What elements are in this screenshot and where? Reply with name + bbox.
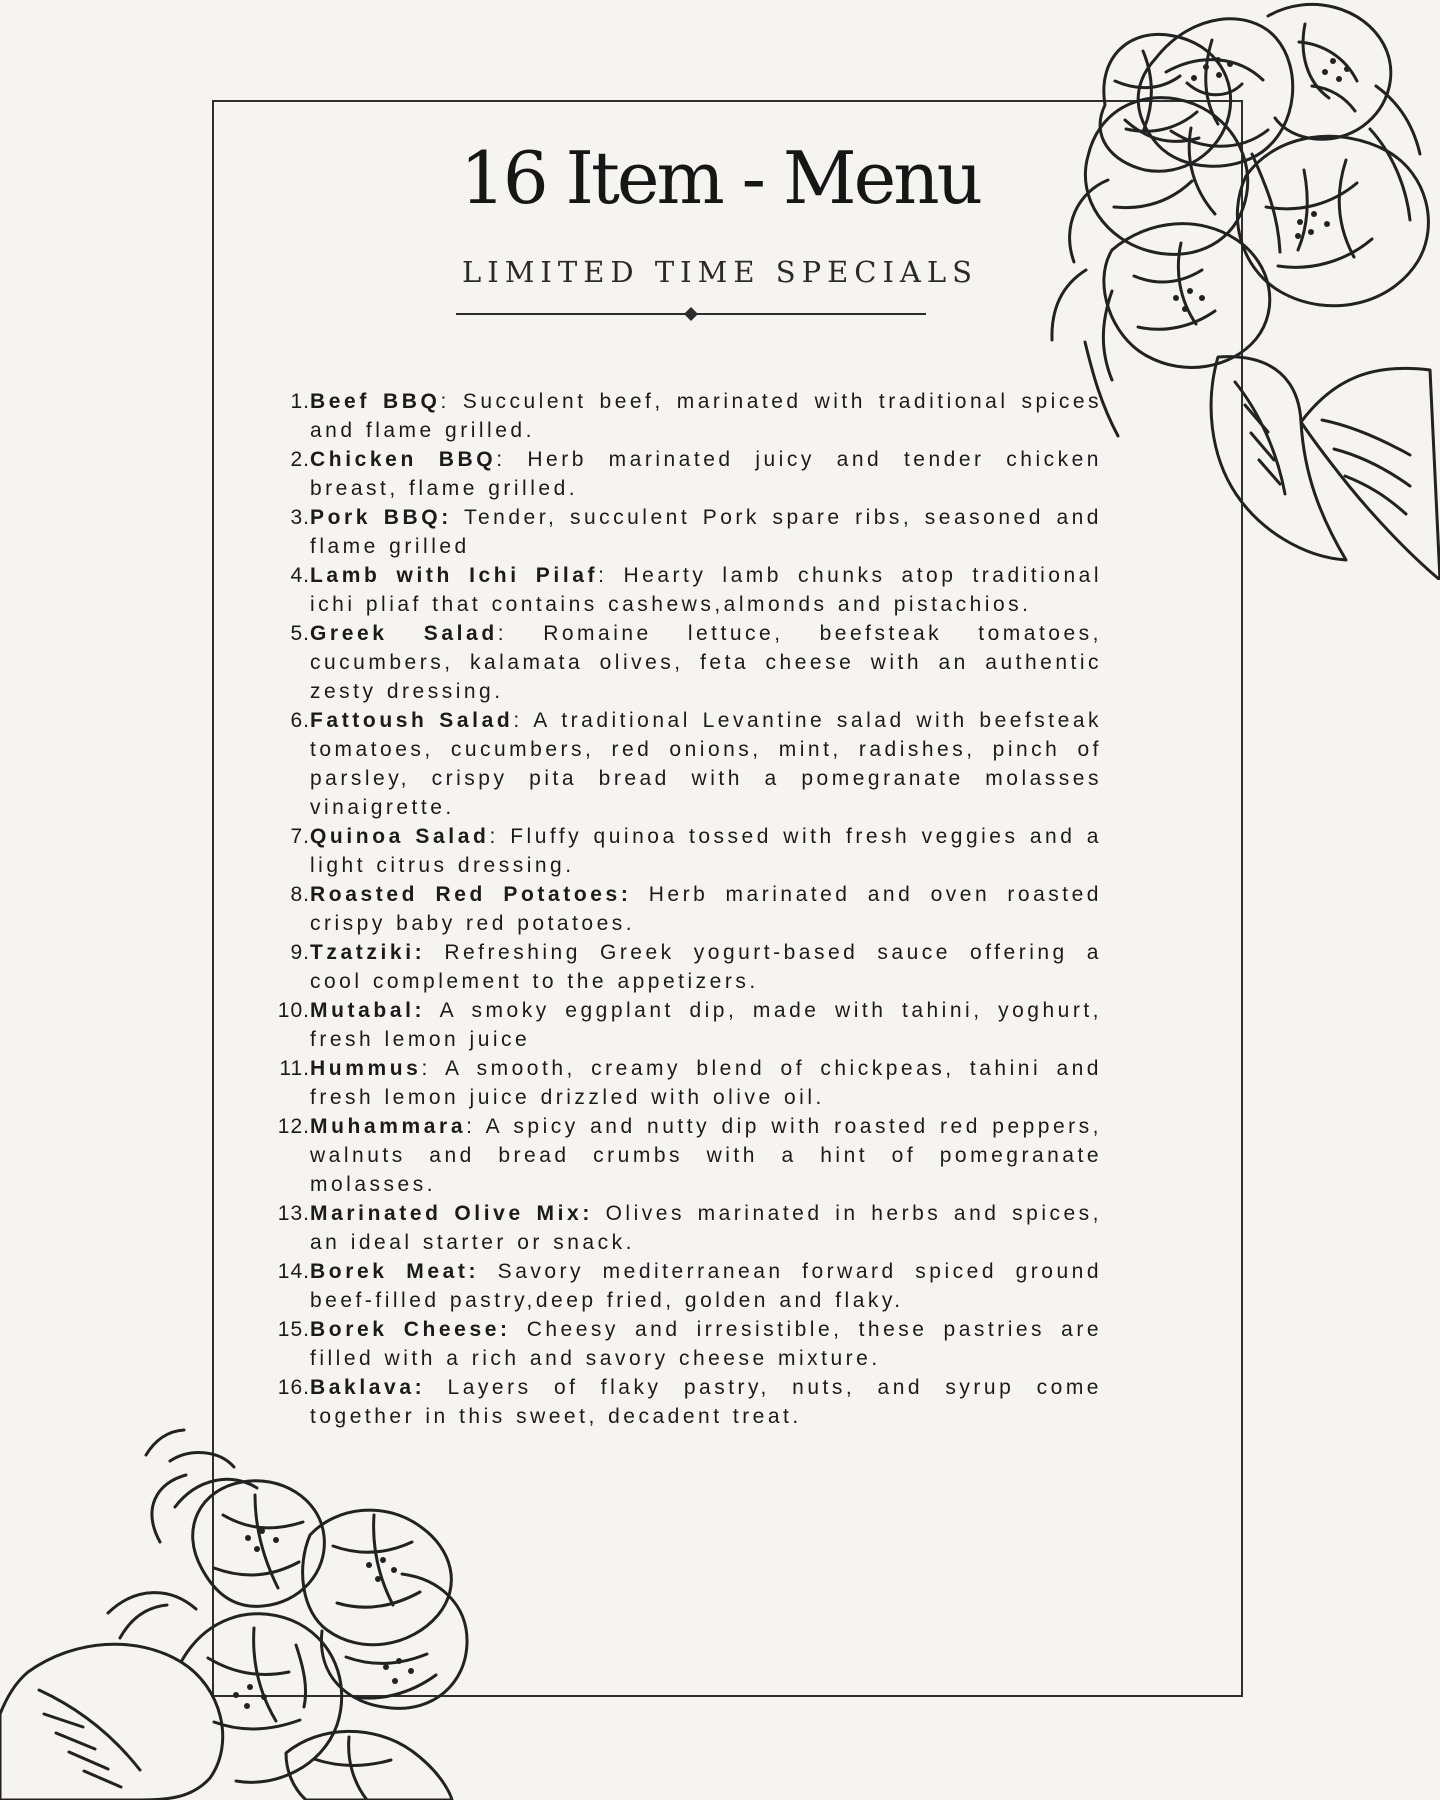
menu-item-number: 15. xyxy=(277,1318,310,1341)
menu-item xyxy=(270,561,1102,619)
menu-item-name: Quinoa Salad xyxy=(310,825,490,848)
menu-item-number: 7. xyxy=(290,825,310,848)
menu-item xyxy=(270,387,1102,445)
menu-item-description: : Hearty lamb chunks atop traditional ichi pliaf that contains cashews,almonds and pistachios. xyxy=(310,564,1102,616)
menu-item-description: A smoky eggplant dip, made with tahini, yoghurt, fresh lemon juice xyxy=(310,999,1102,1051)
menu-item-text xyxy=(310,996,1102,1054)
menu-item-name: Baklava: xyxy=(310,1376,426,1399)
menu-item-name: Beef BBQ xyxy=(310,390,441,413)
menu-item-number: 5. xyxy=(290,622,310,645)
menu-item-number: 9. xyxy=(290,941,310,964)
menu-item-description: : Romaine lettuce, beefsteak tomatoes, cucumbers, kalamata olives, feta cheese with an authentic zesty dressing. xyxy=(310,622,1102,703)
menu-item-description: Layers of flaky pastry, nuts, and syrup come together in this sweet, decadent treat. xyxy=(310,1376,1102,1428)
menu-item xyxy=(270,880,1102,938)
menu-item-number: 2. xyxy=(290,448,310,471)
menu-item-description: : A smooth, creamy blend of chickpeas, tahini and fresh lemon juice drizzled with olive oil. xyxy=(310,1057,1102,1109)
menu-item xyxy=(270,1054,1102,1112)
page-title: 16 Item - Menu xyxy=(460,136,980,220)
menu-item xyxy=(270,1315,1102,1373)
menu-item-name: Muhammara xyxy=(310,1115,467,1138)
menu-item-number: 1. xyxy=(290,390,310,413)
menu-item-number: 12. xyxy=(277,1115,310,1138)
menu-item-text xyxy=(310,1373,1102,1431)
menu-item-text xyxy=(310,561,1102,619)
menu-item-name: Fattoush Salad xyxy=(310,709,514,732)
menu-item-number: 13. xyxy=(277,1202,310,1225)
menu-item-text xyxy=(310,938,1102,996)
menu-item-number: 11. xyxy=(279,1057,310,1080)
menu-item-number: 14. xyxy=(277,1260,310,1283)
menu-item-name: Tzatziki: xyxy=(310,941,426,964)
menu-item-number: 6. xyxy=(290,709,310,732)
menu-item xyxy=(270,1373,1102,1431)
menu-item xyxy=(270,445,1102,503)
menu-item xyxy=(270,503,1102,561)
menu-item-name: Roasted Red Potatoes: xyxy=(310,883,632,906)
menu-item xyxy=(270,996,1102,1054)
menu-item-number: 3. xyxy=(290,506,310,529)
menu-item-name: Lamb with Ichi Pilaf xyxy=(310,564,599,587)
menu-item-text xyxy=(310,445,1102,503)
menu-item-text xyxy=(310,706,1102,822)
menu-item-text xyxy=(310,1257,1102,1315)
menu-item-text xyxy=(310,822,1102,880)
menu-item-description: : Herb marinated juicy and tender chicken breast, flame grilled. xyxy=(310,448,1102,500)
menu-item-number: 4. xyxy=(290,564,310,587)
menu-item-description: Olives marinated in herbs and spices, an ideal starter or snack. xyxy=(310,1202,1103,1254)
menu-item-text xyxy=(310,1054,1102,1112)
menu-item-description: Refreshing Greek yogurt-based sauce offering a cool complement to the appetizers. xyxy=(310,941,1102,993)
menu-item-description: Tender, succulent Pork spare ribs, seasoned and flame grilled xyxy=(310,506,1102,558)
menu-item-text xyxy=(310,1315,1102,1373)
menu-item-name: Hummus xyxy=(310,1057,422,1080)
menu-item-description: : Succulent beef, marinated with traditional spices and flame grilled. xyxy=(310,390,1102,442)
diamond-divider-icon xyxy=(456,306,926,322)
menu-item-description: Savory mediterranean forward spiced ground beef-filled pastry,deep fried, golden and flaky. xyxy=(310,1260,1103,1312)
menu-item-text xyxy=(310,1199,1102,1257)
menu-item xyxy=(270,619,1102,706)
menu-item-name: Mutabal: xyxy=(310,999,426,1022)
menu-item-text xyxy=(310,880,1102,938)
menu-item-number: 16. xyxy=(277,1376,310,1399)
menu-item-name: Marinated Olive Mix: xyxy=(310,1202,593,1225)
menu-item-name: Borek Cheese: xyxy=(310,1318,511,1341)
menu-item-number: 8. xyxy=(290,883,310,906)
menu-item xyxy=(270,1199,1102,1257)
menu-item-name: Chicken BBQ xyxy=(310,448,497,471)
menu-item xyxy=(270,1112,1102,1199)
menu-item-name: Pork BBQ: xyxy=(310,506,452,529)
menu-item-text xyxy=(310,387,1102,445)
menu-item xyxy=(270,822,1102,880)
menu-item xyxy=(270,938,1102,996)
menu-item-text xyxy=(310,1112,1102,1199)
menu-list xyxy=(270,387,1102,1431)
menu-item-text xyxy=(310,619,1102,706)
page-subtitle: LIMITED TIME SPECIALS xyxy=(462,255,978,289)
menu-item xyxy=(270,706,1102,822)
menu-item-description: : Fluffy quinoa tossed with fresh veggies and a light citrus dressing. xyxy=(310,825,1102,877)
menu-item-text xyxy=(310,503,1102,561)
menu-item xyxy=(270,1257,1102,1315)
menu-item-description: Cheesy and irresistible, these pastries are filled with a rich and savory cheese mixture. xyxy=(310,1318,1102,1370)
menu-item-number: 10. xyxy=(277,999,310,1022)
menu-item-name: Borek Meat: xyxy=(310,1260,480,1283)
menu-item-name: Greek Salad xyxy=(310,622,498,645)
menu-item-description: Herb marinated and oven roasted crispy baby red potatoes. xyxy=(310,883,1102,935)
menu-item-description: : A traditional Levantine salad with beefsteak tomatoes, cucumbers, red onions, mint, radishes, pinch of parsley, crispy pita bread with a pomegranate molasses vinaigrette. xyxy=(310,709,1102,819)
menu-item-description: : A spicy and nutty dip with roasted red peppers, walnuts and bread crumbs with a hint of pomegranate molasses. xyxy=(310,1115,1102,1196)
